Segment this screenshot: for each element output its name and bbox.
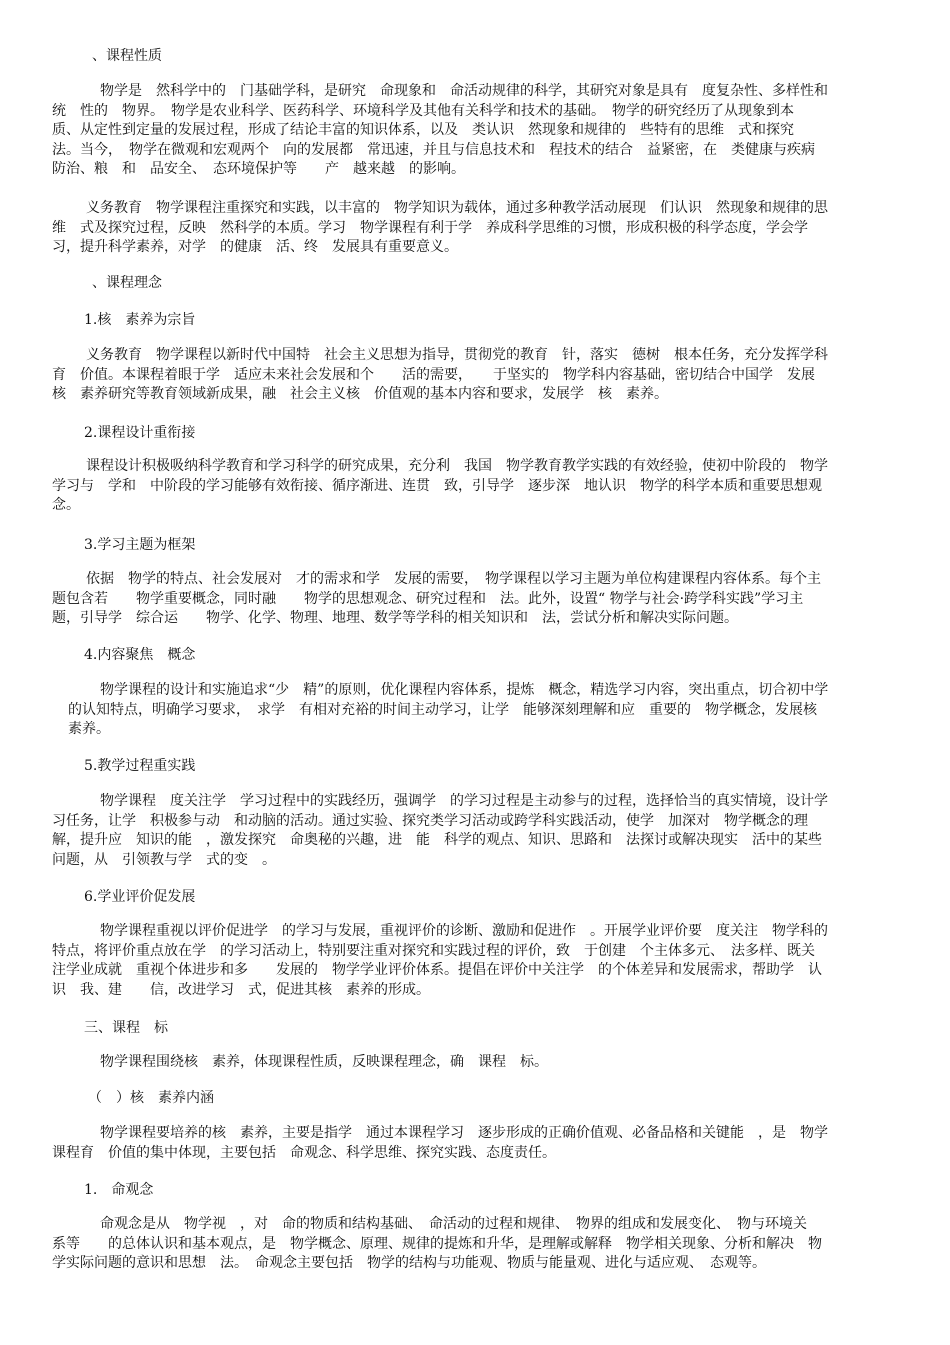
text-line: 学习与 学和 中阶段的学习能够有效衔接、循序渐进、连贯 致，引导学 逐步深 地认识 物学的科学本质和重要思想观: [52, 477, 822, 494]
text-line: 系等 的总体认识和基本观点，是 物学概念、原理、规律的提炼和升华，是理解或解释 物学相关现象、分析和解决 物: [52, 1235, 822, 1252]
paragraph-nature-2: [52, 199, 898, 258]
text-line: 物学课程要培养的核 素养，主要是指学 通过本课程学习 逐步形成的正确价值观、必备品格和关键能 ，是 物学: [100, 1125, 828, 1141]
section-heading-concept: 、课程理念: [92, 275, 162, 291]
paragraph-concept-1: [52, 346, 898, 405]
subheading-6: 6.学业评价促发展: [84, 889, 196, 905]
text-line: 法。当今， 物学在微观和宏观两个 向的发展都 常迅速，并且与信息技术和 程技术的结合 益紧密，在 类健康与疾病: [52, 141, 815, 158]
subheading-life-concept: 1. 命观念: [84, 1182, 154, 1198]
text-line: 素养。: [68, 721, 110, 737]
text-line: 物学课程的设计和实施追求“少 精”的原则，优化课程内容体系，提炼 概念，精选学习内容，突出重点，切合初中学: [100, 682, 829, 698]
text-line: 依据 物学的特点、社会发展对 才的需求和学 发展的需要， 物学课程以学习主题为单位构建课程内容体系。每个主: [86, 571, 821, 587]
text-line: 的认知特点，明确学习要求， 求学 有相对充裕的时间主动学习，让学 能够深刻理解和应 重要的 物学概念，发展核: [68, 701, 817, 718]
paragraph-concept-2: [52, 457, 898, 516]
paragraph-core-literacy: [52, 1124, 898, 1163]
subheading-1: 1.核 素养为宗旨: [84, 312, 196, 328]
text-line: 注学业成就 重视个体进步和多 发展的 物学学业评价体系。提倡在评价中关注学 的个体差异和发展需求，帮助学 认: [52, 962, 822, 978]
paragraph-concept-5: [52, 792, 898, 870]
text-line: 物学是 然科学中的 门基础学科，是研究 命现象和 命活动规律的科学，其研究对象是具有 度复杂性、多样性和: [100, 83, 828, 99]
text-line: 题包含若 物学重要概念，同时融 物学的思想观念、研究过程和 法。此外，设置“ 物学与社会·跨学科实践”学习主: [52, 590, 804, 607]
subheading-3: 3.学习主题为框架: [84, 537, 196, 553]
subheading-core-literacy: （ ）核 素养内涵: [88, 1090, 214, 1106]
text-line: 物学课程 度关注学 学习过程中的实践经历，强调学 的学习过程是主动参与的过程，选择恰当的真实情境，设计学: [100, 793, 828, 809]
text-line: 统 性的 物界。 物学是农业科学、医药科学、环境科学及其他有关科学和技术的基础。 物学的研究经历了从现象到本: [52, 102, 794, 119]
paragraph-life-concept: [52, 1215, 898, 1274]
text-line: 课程育 价值的集中体现，主要包括 命观念、科学思维、探究实践、态度责任。: [52, 1144, 556, 1161]
paragraph-concept-3: [52, 570, 898, 629]
subheading-5: 5.教学过程重实践: [84, 758, 196, 774]
text-line: 物学课程围绕核 素养，体现课程性质，反映课程理念，确 课程 标。: [100, 1054, 548, 1070]
text-line: 习任务，让学 积极参与动 和动脑的活动。通过实验、探究类学习活动或跨学科实践活动，使学 加深对 物学概念的理: [52, 812, 808, 829]
text-line: 习，提升科学素养，对学 的健康 活、终 发展具有重要意义。: [52, 239, 458, 255]
section-heading-nature: 、课程性质: [92, 48, 162, 64]
text-line: 学实际问题的意识和思想 法。 命观念主要包括 物学的结构与功能观、物质与能量观、进化与适应观、 态观等。: [52, 1255, 766, 1271]
paragraph-nature-1: [52, 82, 898, 180]
text-line: 命观念是从 物学视 ，对 命的物质和结构基础、 命活动的过程和规律、 物界的组成和发展变化、 物与环境关: [100, 1216, 807, 1232]
text-line: 防治、粮 和 品安全、 态环境保护等 产 越来越 的影响。: [52, 161, 465, 177]
text-line: 题，引导学 综合运 物学、化学、物理、地理、数学等学科的相关知识和 法，尝试分析和解决实际问题。: [52, 610, 738, 626]
text-line: 维 式及探究过程，反映 然科学的本质。学习 物学课程有利于学 养成科学思维的习惯，形成积极的科学态度，学会学: [52, 219, 808, 236]
text-line: 物学课程重视以评价促进学 的学习与发展，重视评价的诊断、激励和促进作 。开展学业评价要 度关注 物学科的: [100, 923, 828, 939]
paragraph-goals: [52, 1053, 898, 1073]
text-line: 义务教育 物学课程以新时代中国特 社会主义思想为指导，贯彻党的教育 针，落实 德树 根本任务，充分发挥学科: [86, 347, 828, 363]
text-line: 核 素养研究等教育领域新成果，融 社会主义核 价值观的基本内容和要求，发展学 核 素养。: [52, 386, 668, 402]
subheading-4: 4.内容聚焦 概念: [84, 647, 196, 663]
text-line: 解，提升应 知识的能 ，激发探究 命奥秘的兴趣，进 能 科学的观点、知识、思路和 法探讨或解决现实 活中的某些: [52, 832, 822, 848]
section-heading-goals: 三、课程 标: [84, 1020, 168, 1036]
text-line: 课程设计积极吸纳科学教育和学习科学的研究成果，充分利 我国 物学教育教学实践的有效经验，使初中阶段的 物学: [86, 458, 828, 474]
text-line: 问题，从 引领教与学 式的变 。: [52, 851, 276, 868]
text-line: 特点，将评价重点放在学 的学习活动上，特别要注重对探究和实践过程的评价，致 于创建 个主体多元、 法多样、既关: [52, 942, 815, 959]
text-line: 质、从定性到定量的发展过程，形成了结论丰富的知识体系，以及 类认识 然现象和规律的 些特有的思维 式和探究: [52, 122, 794, 138]
text-line: 念。: [52, 497, 80, 513]
text-line: 识 我、建 信，改进学习 式，促进其核 素养的形成。: [52, 981, 430, 998]
text-line: 义务教育 物学课程注重探究和实践，以丰富的 物学知识为载体，通过多种教学活动展现 们认识 然现象和规律的思: [86, 200, 828, 216]
subheading-2: 2.课程设计重衔接: [84, 425, 196, 441]
text-line: 育 价值。本课程着眼于学 适应未来社会发展和个 活的需要， 于坚实的 物学科内容基础，密切结合中国学 发展: [52, 366, 815, 383]
paragraph-concept-6: [52, 922, 898, 1000]
paragraph-concept-4: [68, 681, 898, 740]
